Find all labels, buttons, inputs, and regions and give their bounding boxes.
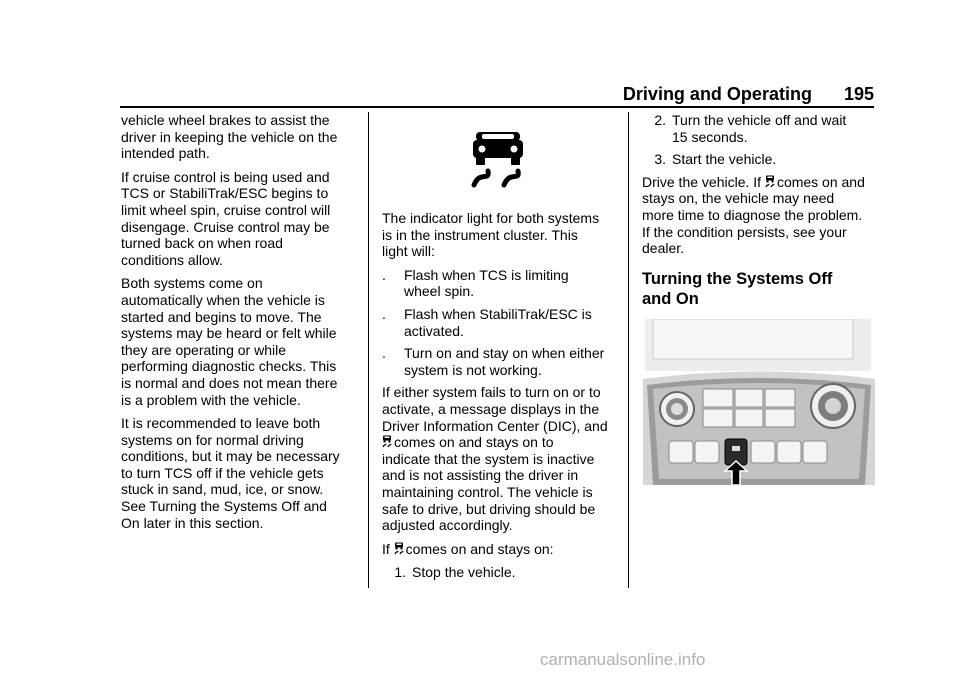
column-2	[382, 112, 622, 587]
center-console-photo	[643, 319, 875, 491]
step-item	[642, 151, 882, 168]
page-number: 195	[843, 84, 874, 104]
section-title: Driving and Operating	[622, 84, 812, 104]
failure-paragraph: If either system fails to turn on or to activate, a message displays in the Driver Information Center (DIC), and comes on and stays on to indicate that the system is inactive and is not assisting the driver in maintaining control. The vehicle is safe to drive, but driving should be adjusted accordingly.	[382, 384, 608, 534]
step-text: Stop the vehicle.	[412, 564, 516, 581]
bullet-mark: .	[382, 305, 386, 322]
step-item	[382, 564, 622, 581]
step-number: 1.	[394, 564, 406, 581]
bullet-mark: .	[382, 345, 386, 362]
step-number: 2.	[654, 112, 666, 128]
traction-control-indicator-icon	[382, 435, 392, 448]
drive-paragraph: Drive the vehicle. If comes on and stays on, the vehicle may need more time to diagnose the problem. If the condition persists, see your dealer.	[642, 173, 865, 257]
step-number: 3.	[654, 151, 666, 168]
if-comes-on-paragraph: If comes on and stays on:	[382, 540, 554, 557]
traction-control-indicator-icon	[765, 175, 775, 188]
bullet-text: Flash when StabiliTrak/ESC is activated.	[404, 305, 592, 339]
indicator-intro: The indicator light for both systems is in the instrument cluster. This light will:	[382, 210, 600, 260]
bullet-mark: .	[382, 266, 386, 283]
bullet-text: Flash when TCS is limiting wheel spin.	[404, 266, 569, 300]
traction-control-indicator-icon	[468, 130, 528, 192]
header-rule	[120, 106, 874, 108]
paragraph: vehicle wheel brakes to assist the driver in keeping the vehicle on the intended path.	[121, 112, 338, 162]
step-text: Start the vehicle.	[672, 151, 777, 168]
paragraph: If cruise control is being used and TCS or StabiliTrak/ESC begins to limit wheel spin, cruise control will disengage. Cruise control may be turned back on when road conditions allow.	[121, 168, 331, 268]
bullet-item	[382, 345, 622, 378]
watermark: carmanualsonline.info	[540, 650, 706, 669]
traction-control-indicator-icon	[394, 542, 404, 555]
section-subheading: Turning the Systems Off and On	[642, 269, 833, 308]
paragraph: Both systems come on automatically when the vehicle is started and begins to move. The systems may be heard or felt while they are operating or while performing diagnostic checks. This is normal and does not mean there is a problem with the vehicle.	[121, 275, 338, 408]
step-text: Turn the vehicle off and wait 15 seconds.	[672, 112, 847, 145]
page-header	[623, 84, 874, 106]
step-item	[642, 112, 882, 145]
column-divider-left	[368, 112, 369, 588]
bullet-item	[382, 306, 622, 339]
paragraph: It is recommended to leave both systems on for normal driving conditions, but it may be necessary to turn TCS off if the vehicle gets stuck in sand, mud, ice, or snow. See Turning the Systems Off and On later in this section.	[121, 415, 340, 531]
column-divider-right	[628, 112, 629, 588]
column-3	[642, 112, 882, 309]
column-1	[121, 112, 361, 538]
bullet-text: Turn on and stay on when either system is not working.	[404, 345, 605, 378]
bullet-item	[382, 267, 622, 300]
